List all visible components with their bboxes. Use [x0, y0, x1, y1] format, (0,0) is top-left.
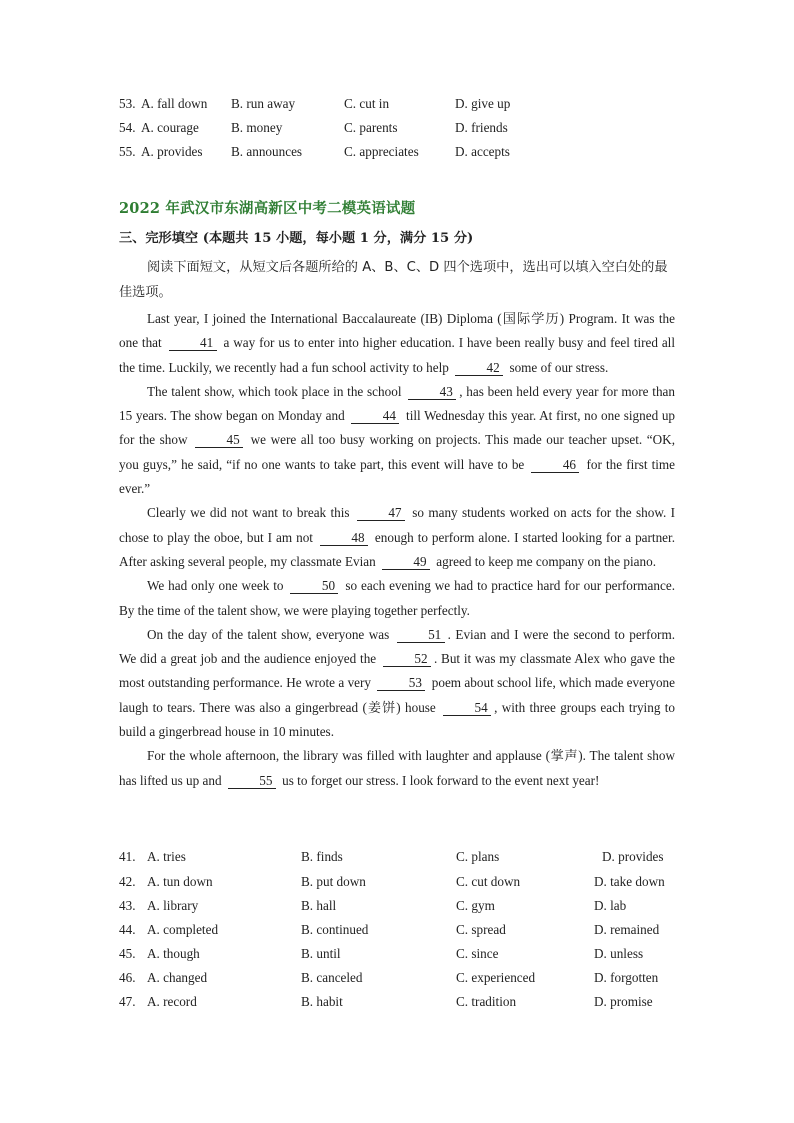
section-heading: 三、完形填空 (本题共 15 小题，每小题 1 分，满分 15 分) [119, 231, 474, 246]
question-46 [0, 970, 794, 990]
question-44 [0, 922, 794, 942]
option-c: C. appreciates [344, 144, 419, 159]
question-42 [0, 874, 794, 894]
option-c: C. since [456, 946, 499, 961]
instructions: 阅读下面短文，从短文后各题所给的 A、B、C、D 四个选项中，选出可以填入空白处的最佳选项。 [119, 260, 668, 300]
blank-47: 47 [357, 506, 405, 521]
question-number: 45. [119, 946, 136, 961]
option-c: C. spread [456, 922, 506, 937]
blank-54: 54 [443, 701, 491, 716]
option-d: D. lab [594, 898, 627, 913]
blank-48: 48 [320, 531, 368, 546]
blank-55: 55 [228, 774, 276, 789]
passage-text: We had only one week to [147, 578, 284, 594]
passage-text: The talent show, which took place in the school [147, 383, 402, 399]
paragraph-3 [119, 501, 675, 574]
option-a: A. fall down [141, 96, 208, 111]
question-number: 46. [119, 970, 136, 985]
option-b: B. announces [231, 144, 303, 159]
passage-text: , has been held every year for more than 15 years. The show began on Monday and [119, 383, 675, 424]
option-b: B. habit [301, 994, 343, 1009]
passage-text: till Wednesday this year. At first, no one signed up for the show [119, 408, 676, 448]
question-number: 43. [119, 898, 136, 913]
paragraph-1 [119, 307, 675, 380]
passage-text: we were all too busy working on projects. This made our teacher upset. “OK, you guys,” he said, “if no one wants to take part, this event will have to be [119, 432, 675, 472]
blank-45: 45 [195, 433, 243, 448]
question-43 [0, 898, 794, 918]
option-c: C. cut in [344, 96, 390, 111]
option-row-55 [0, 144, 794, 164]
passage-text: . But it was my classmate Alex who gave the most outstanding performance. He wrote a very [119, 651, 675, 691]
blank-44: 44 [351, 409, 399, 424]
option-b: B. run away [231, 96, 296, 111]
option-b: B. hall [301, 898, 337, 913]
option-a: A. changed [147, 970, 208, 985]
paragraph-2 [119, 380, 675, 501]
passage-text: poem about school life, which made everyone laugh to tears. There was also a gingerbread (姜饼) house [119, 675, 675, 715]
option-c: C. plans [456, 849, 500, 864]
passage-text: so each evening we had to practice hard for our performance. By the time of the talent show, we were playing together perfectly. [119, 578, 676, 618]
option-a: A. tries [147, 849, 186, 864]
blank-50: 50 [290, 579, 338, 594]
option-c: C. cut down [456, 874, 521, 889]
option-row-54 [0, 120, 794, 140]
question-47 [0, 994, 794, 1014]
paragraph-6 [119, 744, 675, 793]
option-c: C. experienced [456, 970, 536, 985]
option-b: B. until [301, 946, 341, 961]
blank-49: 49 [382, 555, 430, 570]
option-a: A. tun down [147, 874, 213, 889]
blank-43: 43 [408, 385, 456, 400]
option-c: C. tradition [456, 994, 517, 1009]
exam-title: 2022 年武汉市东湖高新区中考二模英语试题 [119, 200, 416, 217]
option-a: A. record [147, 994, 197, 1009]
option-number: 55. [119, 144, 136, 159]
passage-text: us to forget our stress. I look forward to the event next year! [282, 772, 600, 788]
passage-text: Last year, I joined the International Baccalaureate (IB) Diploma (国际学历) Program. It was the one that [119, 311, 675, 351]
option-a: A. though [147, 946, 200, 961]
option-b: B. continued [301, 922, 369, 937]
option-c: C. parents [344, 120, 398, 135]
blank-41: 41 [169, 336, 217, 351]
option-b: B. finds [301, 849, 343, 864]
question-45 [0, 946, 794, 966]
option-d: D. provides [602, 849, 664, 864]
option-d: D. accepts [455, 144, 510, 159]
cloze-passage [119, 307, 675, 793]
option-a: A. provides [141, 144, 203, 159]
passage-text: some of our stress. [509, 359, 609, 375]
paragraph-5 [119, 623, 675, 744]
question-41 [0, 849, 794, 869]
option-b: B. money [231, 120, 283, 135]
blank-53: 53 [377, 676, 425, 691]
passage-text: for the first time ever.” [119, 456, 676, 497]
option-number: 54. [119, 120, 136, 135]
passage-text: On the day of the talent show, everyone was [147, 626, 390, 642]
option-a: A. completed [147, 922, 219, 937]
passage-text: a way for us to enter into higher education. I have been really busy and feel tired all the time. Luckily, we recently had a fun school activity to help [119, 335, 676, 375]
option-row-53 [0, 96, 794, 116]
passage-text: Clearly we did not want to break this [147, 505, 350, 521]
option-b: B. put down [301, 874, 366, 889]
question-number: 44. [119, 922, 136, 937]
option-number: 53. [119, 96, 136, 111]
option-d: D. give up [455, 96, 511, 111]
passage-text: For the whole afternoon, the library was filled with laughter and applause (掌声). The talent show has lifted us up and [119, 748, 675, 788]
option-d: D. friends [455, 120, 508, 135]
paragraph-4 [119, 574, 675, 623]
question-number: 41. [119, 849, 136, 864]
option-d: D. unless [594, 946, 644, 961]
option-d: D. take down [594, 874, 665, 889]
option-d: D. remained [594, 922, 660, 937]
question-number: 42. [119, 874, 136, 889]
option-d: D. forgotten [594, 970, 659, 985]
passage-text: enough to perform alone. I started looking for a partner. After asking several people, my classmate Evian [119, 529, 675, 569]
passage-text: . Evian and I were the second to perform. We did a great job and the audience enjoyed the [119, 626, 675, 667]
option-a: A. library [147, 898, 199, 913]
option-c: C. gym [456, 898, 495, 913]
option-d: D. promise [594, 994, 653, 1009]
blank-46: 46 [531, 458, 579, 473]
question-number: 47. [119, 994, 136, 1009]
blank-51: 51 [397, 628, 445, 643]
option-a: A. courage [141, 120, 199, 135]
passage-text: , with three groups each trying to build a gingerbread house in 10 minutes. [119, 699, 675, 740]
blank-52: 52 [383, 652, 431, 667]
option-b: B. canceled [301, 970, 363, 985]
passage-text: agreed to keep me company on the piano. [436, 553, 657, 569]
passage-text: so many students worked on acts for the show. I chose to play the oboe, but I am not [119, 505, 676, 545]
blank-42: 42 [455, 361, 503, 376]
